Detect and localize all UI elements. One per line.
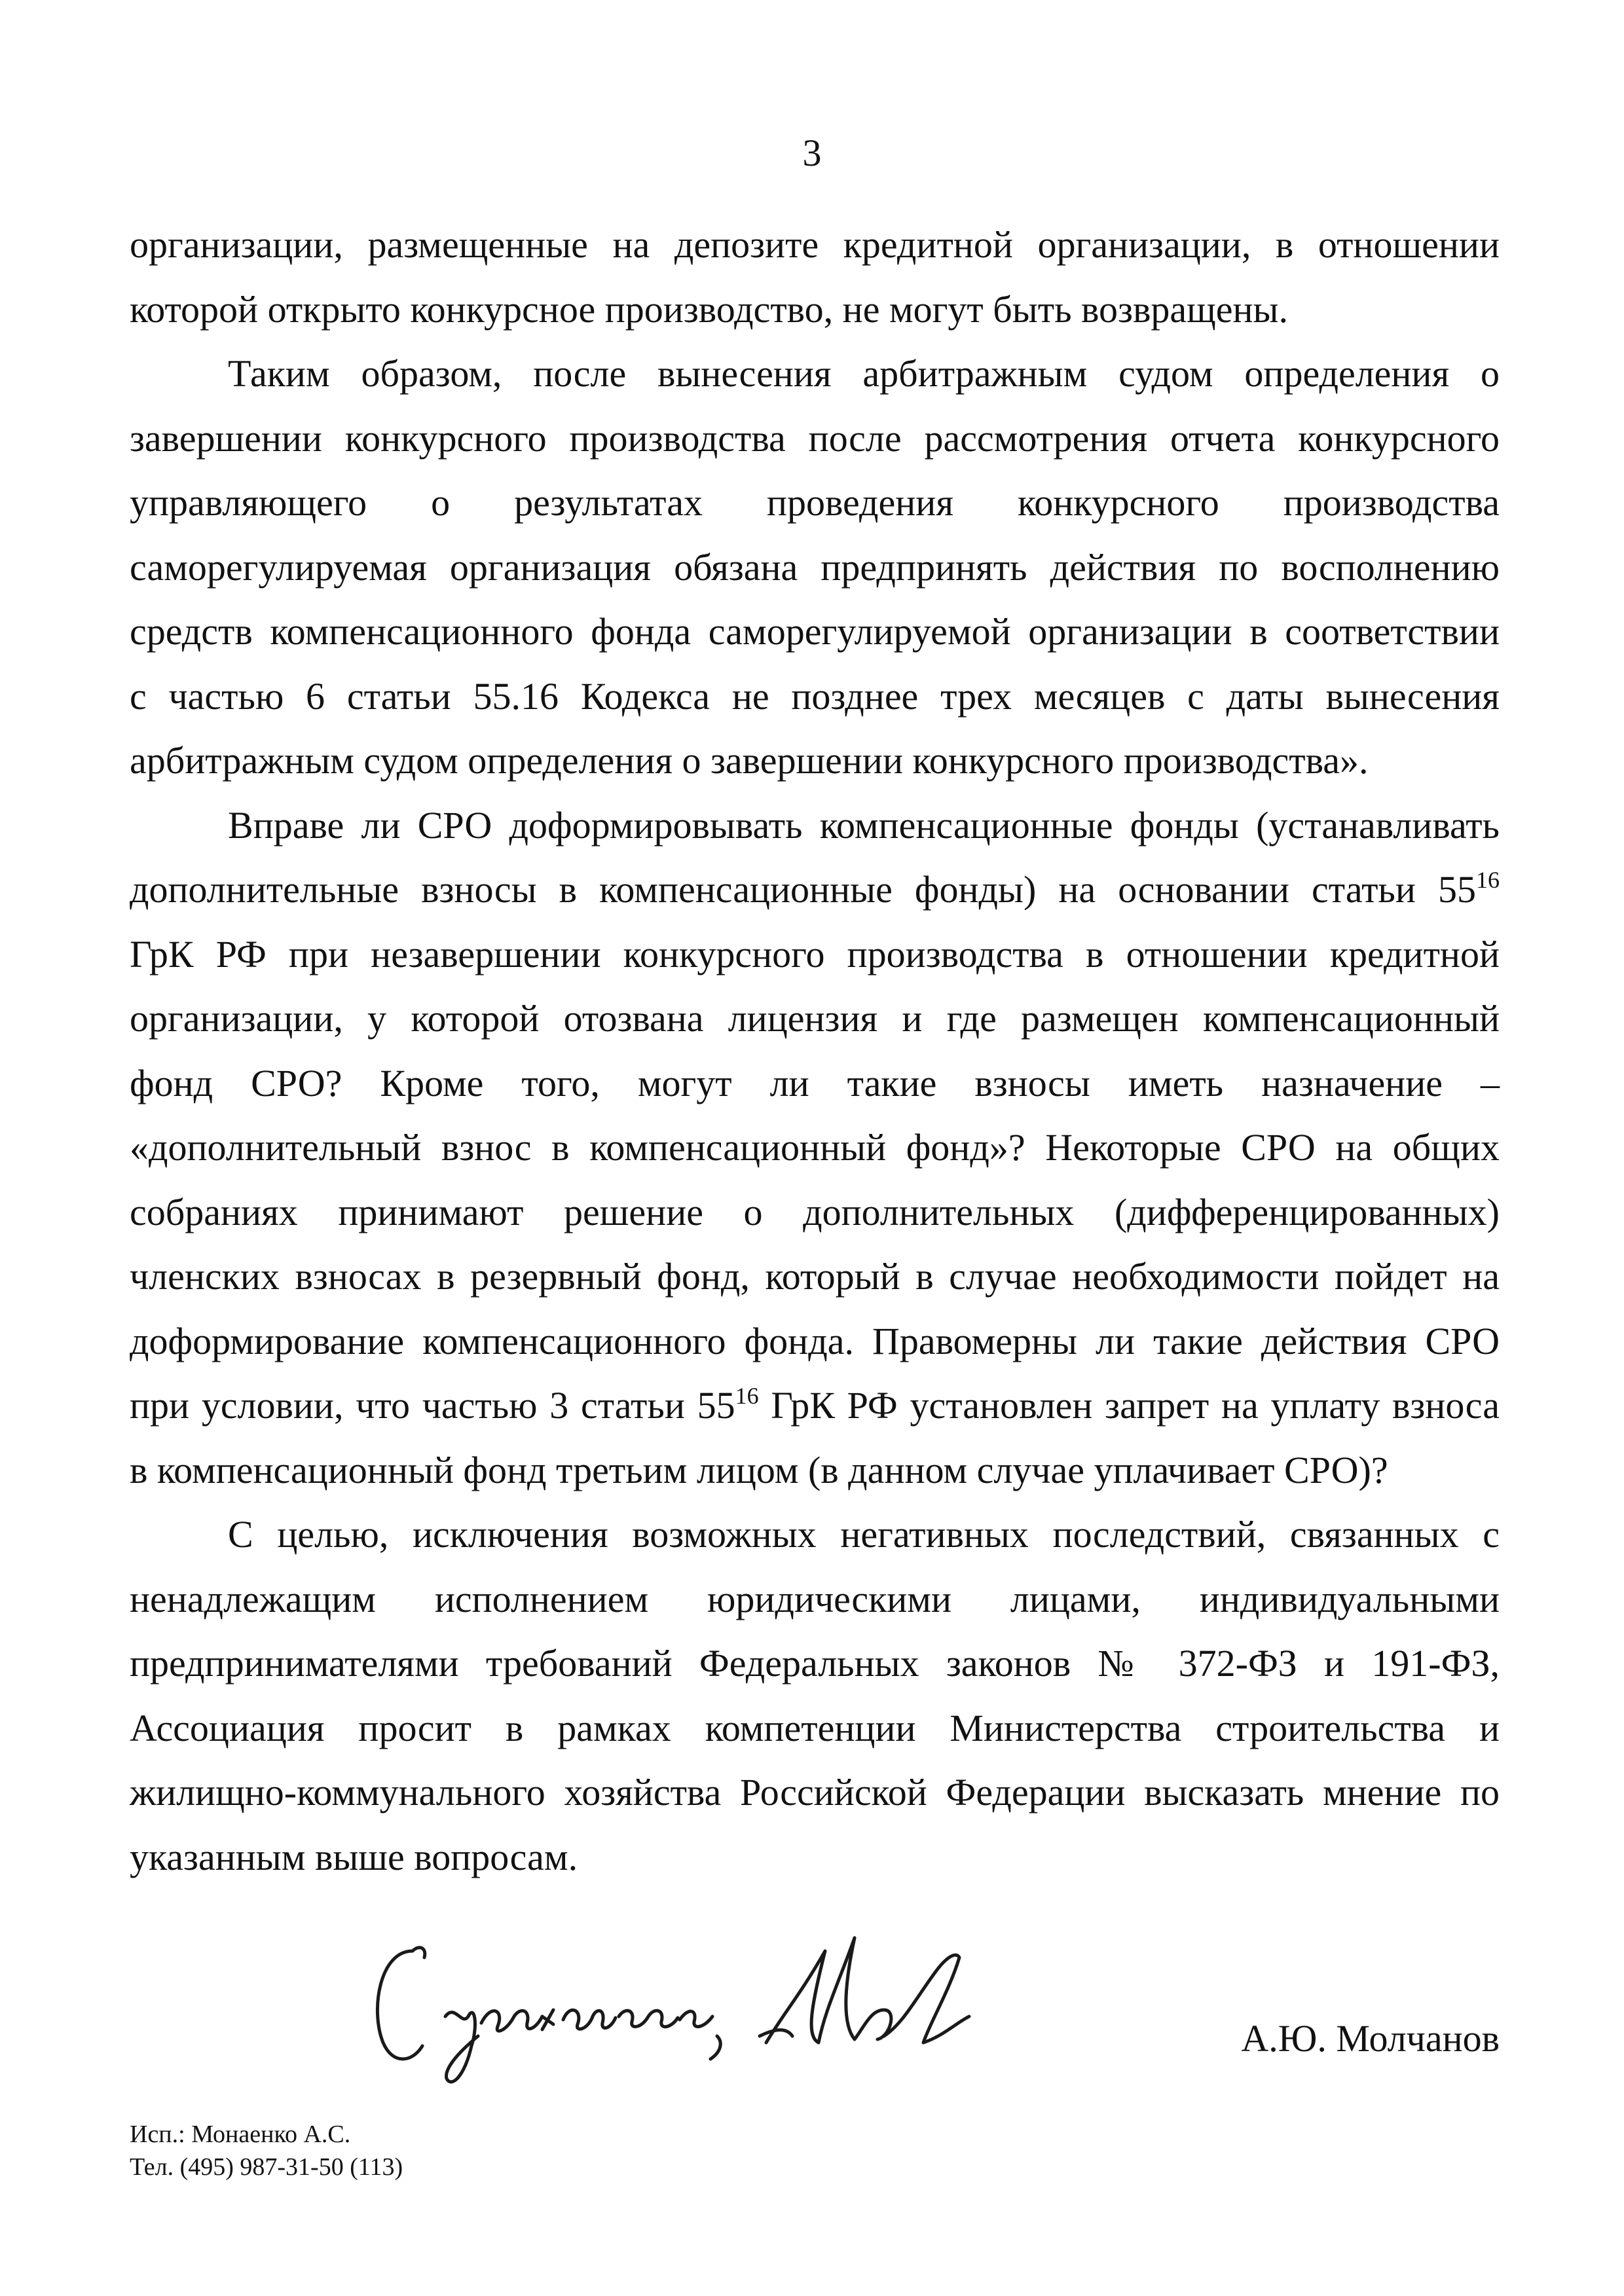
- phone-line: Тел. (495) 987-31-50 (113): [130, 2153, 403, 2181]
- body-line-text: ГрК РФ установлен запрет на уплату взноса: [758, 1384, 1500, 1427]
- body-line: фонд СРО? Кроме того, могут ли такие взносы иметь назначение –: [130, 1061, 1500, 1104]
- body-line: ГрК РФ при незавершении конкурсного производства в отношении кредитной: [130, 932, 1500, 975]
- body-line-text: дополнительные взносы в компенсационные фонды) на основании статьи 55: [130, 868, 1476, 911]
- body-line: [130, 1374, 1500, 1438]
- body-line: саморегулируемая организация обязана предпринять действия по восполнению: [130, 545, 1500, 589]
- superscript: 16: [735, 1383, 759, 1409]
- body-line: организации, у которой отозвана лицензия и где размещен компенсационный: [130, 997, 1500, 1040]
- executor-line: Исп.: Монаенко А.С.: [130, 2121, 351, 2148]
- body-line: предпринимателями требований Федеральных законов № 372-ФЗ и 191-ФЗ,: [130, 1642, 1500, 1685]
- body-line: жилищно-коммунального хозяйства Российской Федерации высказать мнение по: [130, 1771, 1500, 1813]
- body-line: организации, размещенные на депозите кредитной организации, в отношении: [130, 223, 1500, 266]
- body-line-text: при условии, что частью 3 статьи 55: [130, 1384, 735, 1427]
- body-line: [130, 858, 1500, 922]
- body-line: членских взносах в резервный фонд, который в случае необходимости пойдет на: [130, 1255, 1500, 1298]
- body-line: доформирование компенсационного фонда. Правомерны ли такие действия СРО: [130, 1319, 1500, 1362]
- body-line: Таким образом, после вынесения арбитражным судом определения о: [228, 352, 1500, 395]
- body-line: с частью 6 статьи 55.16 Кодекса не позднее трех месяцев с даты вынесения: [130, 674, 1500, 718]
- body-line: собраниях принимают решение о дополнительных (дифференцированных): [130, 1190, 1500, 1233]
- body-line: которой открыто конкурсное производство, не могут быть возвращены.: [130, 287, 1288, 331]
- body-line: С целью, исключения возможных негативных последствий, связанных с: [228, 1513, 1500, 1556]
- body-line: в компенсационный фонд третьим лицом (в данном случае уплачивает СРО)?: [130, 1448, 1388, 1491]
- body-line: указанным выше вопросам.: [130, 1835, 578, 1878]
- footer-contact: [130, 2118, 403, 2183]
- body-line: Ассоциация просит в рамках компетенции Министерства строительства и: [130, 1706, 1500, 1749]
- body-line: завершении конкурсного производства после рассмотрения отчета конкурсного: [130, 416, 1500, 460]
- superscript: 16: [1476, 867, 1500, 893]
- page-number: 3: [802, 132, 822, 174]
- body-line: Вправе ли СРО доформировывать компенсационные фонды (устанавливать: [228, 803, 1500, 847]
- handwritten-signature: [367, 1912, 1048, 2108]
- body-line: арбитражным судом определения о завершении конкурсного производства».: [130, 739, 1369, 782]
- body-line: управляющего о результатах проведения конкурсного производства: [130, 481, 1500, 524]
- signatory-name: А.Ю. Молчанов: [1241, 2017, 1500, 2060]
- body-line: средств компенсационного фонда саморегулируемой организации в соответствии: [130, 610, 1500, 653]
- body-line: ненадлежащим исполнением юридическими лицами, индивидуальными: [130, 1577, 1500, 1620]
- letter-body: [130, 213, 1500, 1889]
- body-line: «дополнительный взнос в компенсационный фонд»? Некоторые СРО на общих: [130, 1126, 1500, 1169]
